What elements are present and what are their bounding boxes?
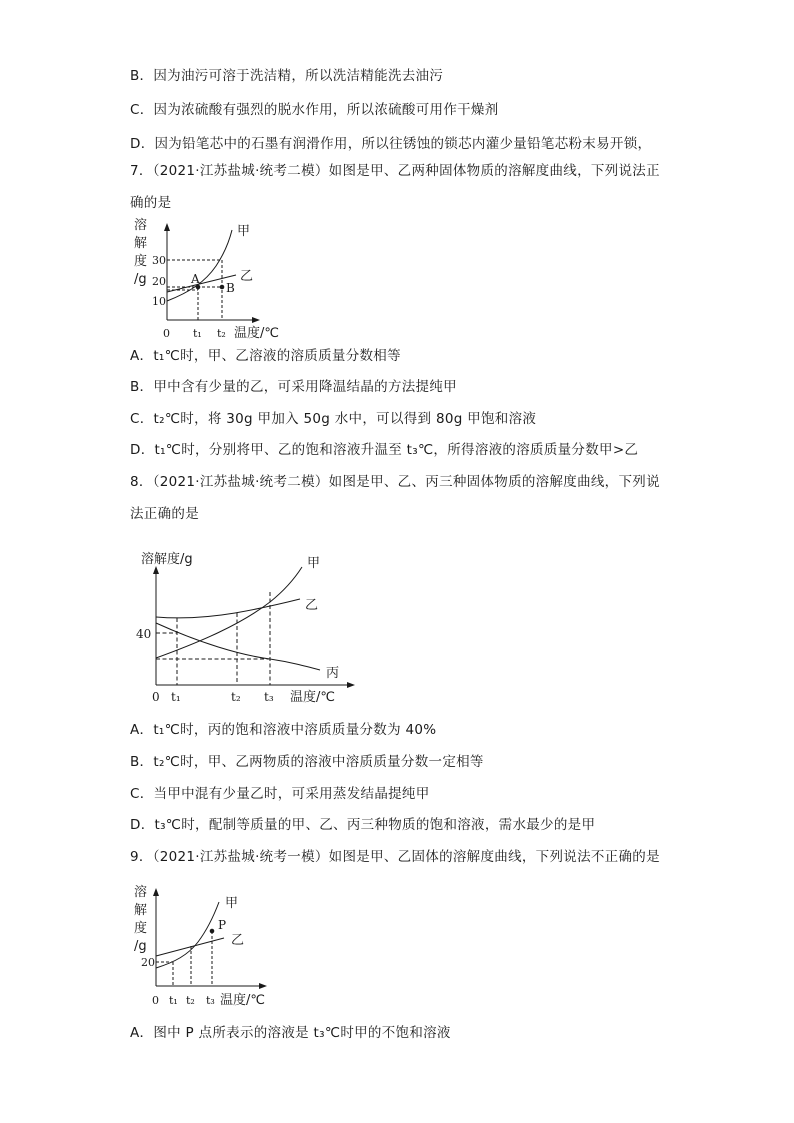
chart9-xtick-t3: t₃ (206, 994, 215, 1007)
chart9-ylabel-2: 解 (134, 903, 148, 918)
chart8-ylabel: 溶解度/g (141, 552, 193, 567)
option-7d: D．t₁℃时，分别将甲、乙的饱和溶液升温至 t₃℃，所得溶液的溶质质量分数甲>乙 (130, 442, 639, 458)
chart8-origin: 0 (152, 690, 160, 704)
chart7-ylabel-3: 度 (134, 254, 148, 269)
chart7-label-b: B (226, 281, 235, 295)
option-8b: B．t₂℃时，甲、乙两物质的溶液中溶质质量分数一定相等 (130, 754, 484, 770)
chart7-ylabel-1: 溶 (134, 218, 148, 233)
chart9-ylabel-4: /g (134, 939, 147, 954)
option-8d: D．t₃℃时，配制等质量的甲、乙、丙三种物质的饱和溶液，需水最少的是甲 (130, 817, 596, 833)
chart8-label-jia: 甲 (307, 556, 321, 571)
chart7-label-yi: 乙 (240, 269, 254, 284)
question-8-stem: 8．（2021·江苏盐城·统考二模）如图是甲、乙、丙三种固体物质的溶解度曲线，下列说 (130, 474, 660, 490)
chart9-x-arrow (259, 983, 267, 989)
chart9-curve-yi (156, 938, 224, 956)
chart9-label-jia: 甲 (225, 896, 239, 911)
chart9-xlabel: 温度/℃ (220, 993, 265, 1008)
chart9-label-yi: 乙 (231, 933, 245, 948)
chart8-label-yi: 乙 (305, 598, 319, 613)
chart7-xlabel: 温度/℃ (234, 326, 279, 341)
chart8-xtick-t2: t₂ (231, 690, 241, 704)
chart7-label-a: A (191, 272, 200, 286)
chart7-origin: 0 (163, 327, 170, 340)
chart7-ytick-10: 10 (152, 295, 166, 308)
question-8-stem-cont: 法正确的是 (130, 506, 199, 522)
option-7c-prev: C．因为浓硫酸有强烈的脱水作用，所以浓硫酸可用作干燥剂 (130, 102, 499, 118)
chart7-label-jia: 甲 (237, 224, 251, 239)
chart9-ylabel-1: 溶 (134, 885, 148, 900)
chart7-xtick-t1: t₁ (193, 327, 202, 340)
option-7d-prev: D．因为铅笔芯中的石墨有润滑作用，所以往锈蚀的锁芯内灌少量铅笔芯粉末易开锁， (130, 136, 652, 152)
chart9-curve-jia (156, 902, 219, 968)
question-7-stem: 7．（2021·江苏盐城·统考二模）如图是甲、乙两种固体物质的溶解度曲线，下列说法正 (130, 163, 660, 179)
chart9-origin: 0 (152, 994, 159, 1007)
option-9a: A．图中 P 点所表示的溶液是 t₃℃时甲的不饱和溶液 (130, 1025, 451, 1041)
chart9-ylabel-3: 度 (134, 921, 148, 936)
option-7c: C．t₂℃时，将 30g 甲加入 50g 水中，可以得到 80g 甲饱和溶液 (130, 411, 537, 427)
option-8a: A．t₁℃时，丙的饱和溶液中溶质质量分数为 40% (130, 722, 437, 738)
chart9-label-p: P (218, 918, 227, 932)
chart8-xlabel: 温度/℃ (290, 690, 335, 705)
chart9-ytick-20: 20 (141, 956, 155, 969)
chart8-xtick-t1: t₁ (171, 690, 181, 704)
option-8c: C．当甲中混有少量乙时，可采用蒸发结晶提纯甲 (130, 786, 430, 802)
option-7b: B．甲中含有少量的乙，可采用降温结晶的方法提纯甲 (130, 379, 457, 395)
option-7a: A．t₁℃时，甲、乙溶液的溶质质量分数相等 (130, 348, 401, 364)
chart8-xtick-t3: t₃ (264, 690, 274, 704)
chart9-point-p (210, 929, 215, 934)
question-7-stem-cont: 确的是 (130, 195, 172, 211)
chart8-ytick-40: 40 (136, 627, 152, 641)
chart9-y-arrow (153, 888, 159, 896)
chart7-ylabel-4: /g (134, 272, 147, 287)
chart7-ylabel-2: 解 (134, 236, 148, 251)
option-7b-prev: B．因为油污可溶于洗洁精，所以洗洁精能洗去油污 (130, 68, 444, 84)
chart7-ytick-20: 20 (152, 275, 166, 288)
chart8-label-bing: 丙 (326, 666, 340, 681)
chart9-xtick-t2: t₂ (186, 994, 195, 1007)
question-9-stem: 9．（2021·江苏盐城·统考一模）如图是甲、乙固体的溶解度曲线，下列说法不正确的是 (130, 849, 660, 865)
chart9-xtick-t1: t₁ (169, 994, 178, 1007)
chart7-ytick-30: 30 (152, 254, 166, 267)
chart7-xtick-t2: t₂ (217, 327, 226, 340)
